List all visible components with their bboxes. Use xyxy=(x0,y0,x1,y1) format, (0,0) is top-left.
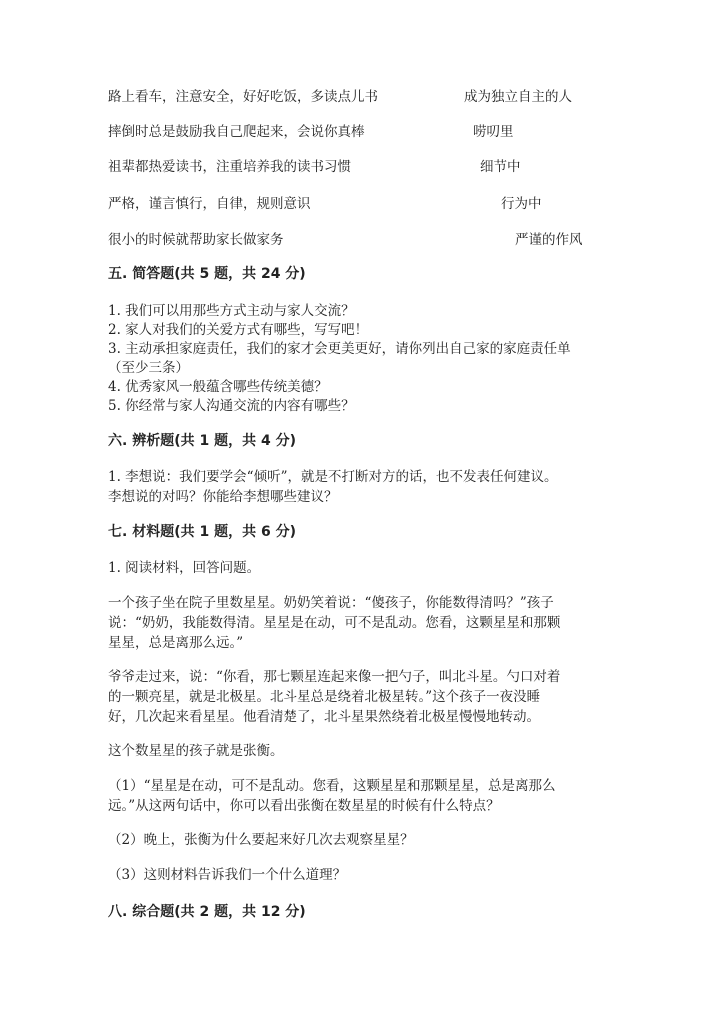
question-line: （2）晚上，张衡为什么要起来好几次去观察星星？ xyxy=(108,832,414,848)
question-line: 2. 家人对我们的关爱方式有哪些，写写吧！ xyxy=(108,322,369,338)
question-line: 3. 主动承担家庭责任，我们的家才会更美更好，请你列出自己家的家庭责任单 xyxy=(108,341,571,357)
question-line: 远。”从这两句话中，你可以看出张衡在数星星的时候有什么特点？ xyxy=(108,798,500,814)
matching-left-text: 路上看车，注意安全，好好吃饭，多读点儿书 xyxy=(108,89,378,105)
material-line: 一个孩子坐在院子里数星星。奶奶笑着说：“傻孩子，你能数得清吗？”孩子 xyxy=(108,595,554,611)
material-line: 好，几次起来看星星。他看清楚了，北斗星果然绕着北极星慢慢地转动。 xyxy=(108,709,540,725)
question-line: （1）“星星是在动，可不是乱动。您看，这颗星星和那颗星星，总是离那么 xyxy=(108,778,556,794)
matching-row xyxy=(108,156,608,178)
question-line: 4. 优秀家风一般蕴含哪些传统美德？ xyxy=(108,379,328,395)
matching-right-text: 严谨的作风 xyxy=(515,232,583,248)
question-line: （3）这则材料告诉我们一个什么道理？ xyxy=(108,867,347,883)
matching-right-text: 行为中 xyxy=(501,196,542,212)
question-line: 李想说的对吗？你能给李想哪些建议？ xyxy=(108,489,338,505)
section-heading: 六. 辨析题(共 1 题，共 4 分) xyxy=(108,433,296,449)
material-line: 爷爷走过来，说：“你看，那七颗星连起来像一把勺子，叫北斗星。勺口对着 xyxy=(108,669,561,685)
material-line: 星星，总是离那么远。” xyxy=(108,635,244,651)
matching-right-text: 成为独立自主的人 xyxy=(464,89,572,105)
question-line: 5. 你经常与家人沟通交流的内容有哪些？ xyxy=(108,398,355,414)
matching-left-text: 祖辈都热爱读书，注重培养我的读书习惯 xyxy=(108,159,351,175)
matching-left-text: 严格，谨言慎行，自律，规则意识 xyxy=(108,196,311,212)
material-line: 这个数星星的孩子就是张衡。 xyxy=(108,743,284,759)
matching-row xyxy=(108,193,608,215)
matching-row xyxy=(108,121,608,143)
matching-right-text: 唠叨里 xyxy=(473,124,514,140)
section-heading: 五. 简答题(共 5 题，共 24 分) xyxy=(108,266,306,282)
section-heading: 七. 材料题(共 1 题，共 6 分) xyxy=(108,524,296,540)
matching-left-text: 很小的时候就帮助家长做家务 xyxy=(108,232,284,248)
matching-left-text: 摔倒时总是鼓励我自己爬起来，会说你真棒 xyxy=(108,124,365,140)
material-line: 说：“奶奶，我能数得清。星星是在动，可不是乱动。您看，这颗星星和那颗 xyxy=(108,615,561,631)
question-line: 1. 我们可以用那些方式主动与家人交流？ xyxy=(108,303,355,319)
question-line: 1. 李想说：我们要学会“倾听”，就是不打断对方的话，也不发表任何建议。 xyxy=(108,469,558,485)
question-line: 1. 阅读材料，回答问题。 xyxy=(108,560,261,576)
section-heading: 八. 综合题(共 2 题，共 12 分) xyxy=(108,904,306,920)
matching-right-text: 细节中 xyxy=(480,159,521,175)
material-line: 的一颗亮星，就是北极星。北斗星总是绕着北极星转。”这个孩子一夜没睡 xyxy=(108,689,541,705)
matching-row xyxy=(108,229,608,251)
question-line: （至少三条） xyxy=(108,360,189,376)
matching-row xyxy=(108,86,608,108)
